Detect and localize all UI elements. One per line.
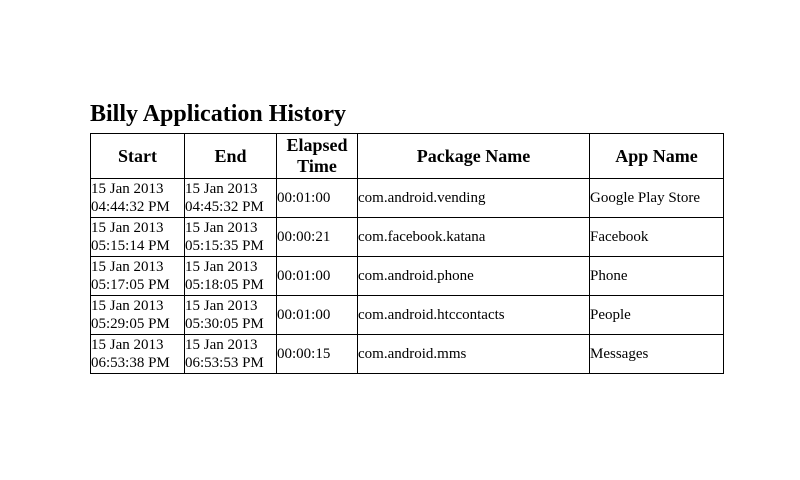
- end-date: 15 Jan 2013: [185, 298, 258, 314]
- end-time: 05:30:05 PM: [185, 316, 264, 332]
- elapsed-time-cell: 00:01:00: [277, 296, 358, 335]
- end-date: 15 Jan 2013: [185, 259, 258, 275]
- app-name-cell: Messages: [590, 335, 724, 374]
- start-date: 15 Jan 2013: [91, 259, 164, 275]
- start-time: 05:29:05 PM: [91, 316, 170, 332]
- end-date: 15 Jan 2013: [185, 220, 258, 236]
- end-cell: [185, 179, 277, 218]
- app-name-cell: Phone: [590, 257, 724, 296]
- start-time: 05:15:14 PM: [91, 238, 170, 254]
- column-header-package-name: Package Name: [358, 134, 590, 179]
- table-row: [91, 179, 724, 218]
- start-date: 15 Jan 2013: [91, 220, 164, 236]
- package-name-cell: com.android.mms: [358, 335, 590, 374]
- package-name-cell: com.android.htccontacts: [358, 296, 590, 335]
- column-header-elapsed-time: [277, 134, 358, 179]
- column-header-start: Start: [91, 134, 185, 179]
- app-name-cell: Facebook: [590, 218, 724, 257]
- start-time: 05:17:05 PM: [91, 277, 170, 293]
- app-name-cell: Google Play Store: [590, 179, 724, 218]
- package-name-cell: com.android.phone: [358, 257, 590, 296]
- package-name-cell: com.facebook.katana: [358, 218, 590, 257]
- package-name-cell: com.android.vending: [358, 179, 590, 218]
- end-time: 04:45:32 PM: [185, 199, 264, 215]
- end-time: 05:15:35 PM: [185, 238, 264, 254]
- end-date: 15 Jan 2013: [185, 181, 258, 197]
- start-date: 15 Jan 2013: [91, 298, 164, 314]
- start-cell: [91, 335, 185, 374]
- elapsed-time-cell: 00:00:21: [277, 218, 358, 257]
- end-cell: [185, 335, 277, 374]
- start-cell: [91, 296, 185, 335]
- elapsed-time-cell: 00:01:00: [277, 179, 358, 218]
- end-date: 15 Jan 2013: [185, 337, 258, 353]
- end-cell: [185, 218, 277, 257]
- table-header-row: [91, 134, 724, 179]
- column-header-elapsed-line2: Time: [297, 156, 337, 176]
- start-date: 15 Jan 2013: [91, 337, 164, 353]
- table-row: [91, 218, 724, 257]
- end-time: 05:18:05 PM: [185, 277, 264, 293]
- start-cell: [91, 179, 185, 218]
- column-header-end: End: [185, 134, 277, 179]
- page-title: Billy Application History: [90, 101, 347, 127]
- table-row: [91, 296, 724, 335]
- start-time: 06:53:38 PM: [91, 355, 170, 371]
- start-time: 04:44:32 PM: [91, 199, 170, 215]
- elapsed-time-cell: 00:01:00: [277, 257, 358, 296]
- application-history-table: [90, 133, 724, 374]
- table-row: [91, 335, 724, 374]
- end-time: 06:53:53 PM: [185, 355, 264, 371]
- end-cell: [185, 296, 277, 335]
- column-header-app-name: App Name: [590, 134, 724, 179]
- end-cell: [185, 257, 277, 296]
- start-date: 15 Jan 2013: [91, 181, 164, 197]
- elapsed-time-cell: 00:00:15: [277, 335, 358, 374]
- table-row: [91, 257, 724, 296]
- column-header-elapsed-line1: Elapsed: [286, 135, 348, 155]
- app-name-cell: People: [590, 296, 724, 335]
- start-cell: [91, 218, 185, 257]
- start-cell: [91, 257, 185, 296]
